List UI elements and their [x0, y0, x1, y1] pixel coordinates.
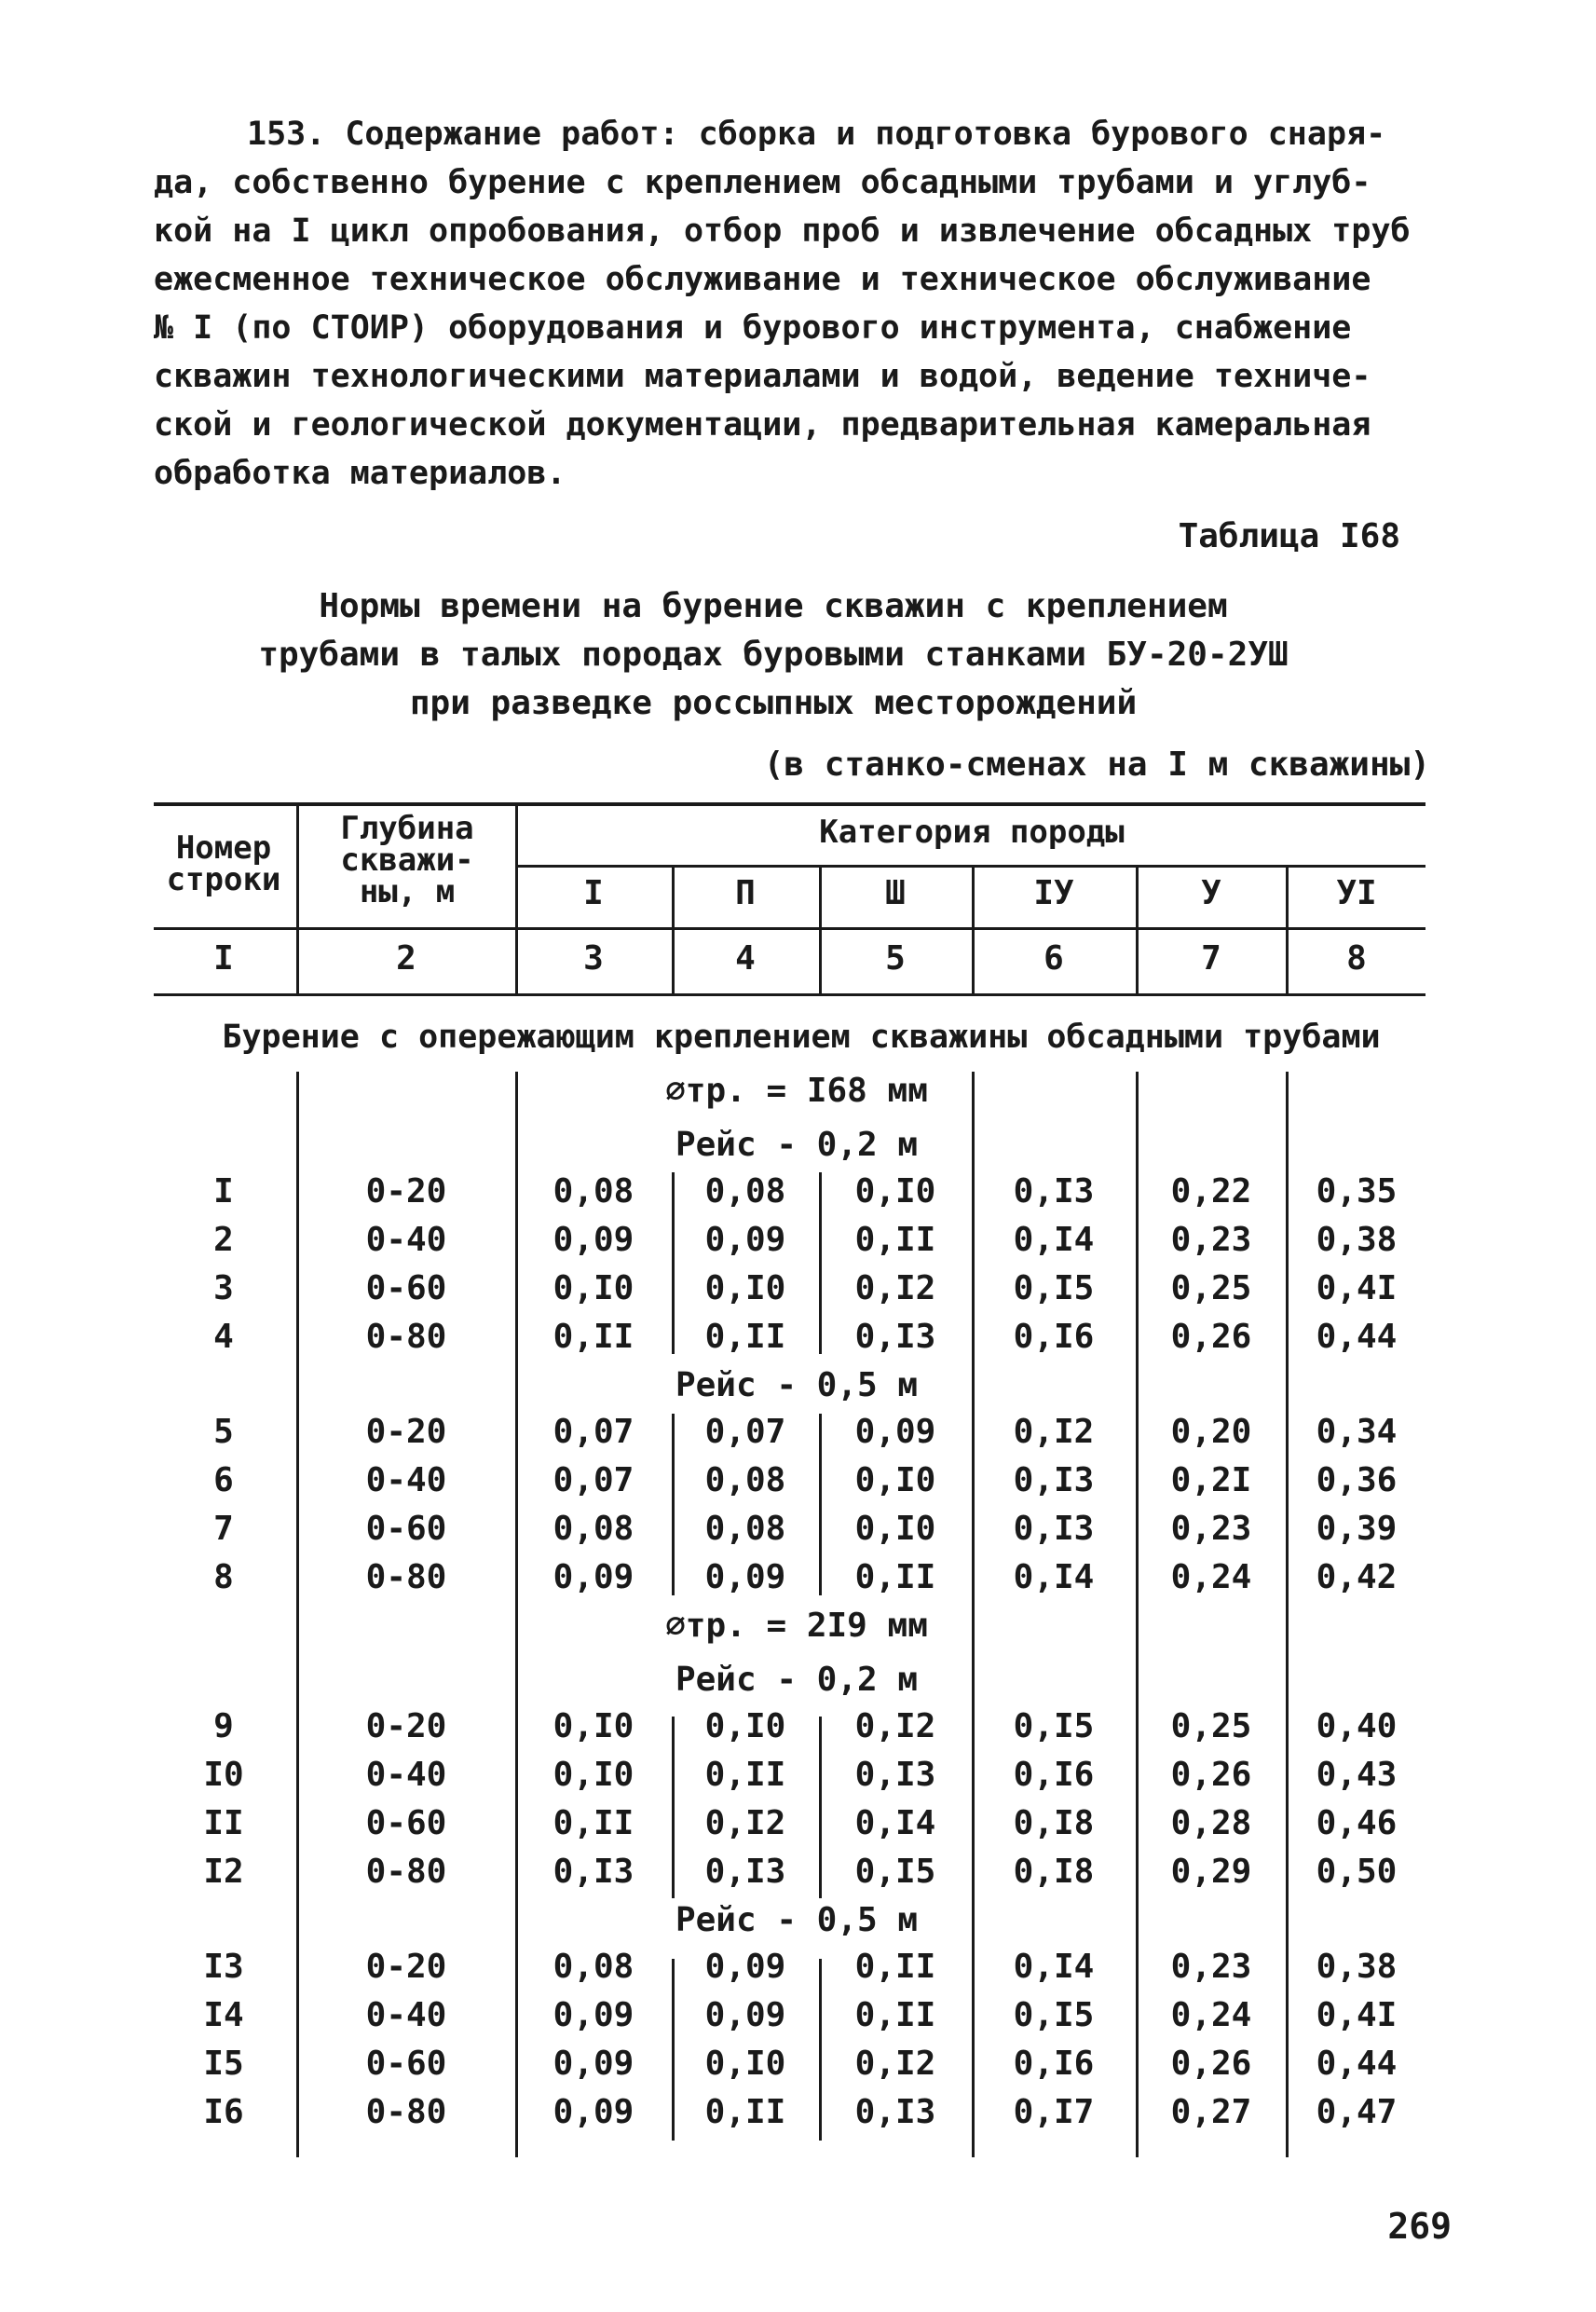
paragraph-line: 153. Содержание работ: сборка и подготовка бурового снаря-	[247, 116, 1386, 153]
value-cell: 0,09	[552, 2093, 634, 2131]
header-depth-line: Глубина	[340, 810, 474, 847]
value-cell: 0,I0	[552, 1707, 634, 1745]
title-line: Нормы времени на бурение скважин с креплением	[319, 587, 1228, 625]
table-number: Таблица I68	[1178, 517, 1400, 555]
paragraph-line: скважин технологическими материалами и водой, ведение техниче-	[154, 358, 1371, 395]
row-number: I6	[203, 2093, 244, 2131]
category-label: УI	[1336, 874, 1377, 912]
value-cell: 0,I3	[1013, 1510, 1095, 1548]
category-label: П	[735, 874, 756, 912]
value-cell: 0,I4	[1013, 1558, 1095, 1596]
reis-label: Рейс - 0,2 м	[675, 1126, 919, 1164]
value-cell: 0,I2	[854, 1269, 936, 1307]
value-cell: 0,47	[1316, 2093, 1398, 2131]
body-divider	[1286, 1072, 1289, 2157]
header-divider	[1286, 865, 1289, 995]
depth-cell: 0-20	[365, 1413, 447, 1451]
value-cell: 0,II	[854, 1948, 936, 1986]
row-number: I2	[203, 1853, 244, 1891]
depth-cell: 0-60	[365, 1804, 447, 1842]
value-cell: 0,I3	[854, 1318, 936, 1356]
header-divider	[1136, 865, 1139, 995]
header-divider	[819, 865, 822, 995]
value-cell: 0,I0	[552, 1756, 634, 1794]
row-number: 3	[213, 1269, 234, 1307]
value-cell: 0,27	[1170, 2093, 1252, 2131]
value-cell: 0,09	[552, 1221, 634, 1259]
value-cell: 0,I5	[1013, 1269, 1095, 1307]
value-cell: 0,I8	[1013, 1853, 1095, 1891]
value-cell: 0,29	[1170, 1853, 1252, 1891]
value-cell: 0,II	[854, 1996, 936, 2034]
depth-cell: 0-40	[365, 1996, 447, 2034]
value-cell: 0,09	[704, 1558, 786, 1596]
value-cell: 0,28	[1170, 1804, 1252, 1842]
value-cell: 0,09	[552, 2045, 634, 2083]
value-cell: 0,I3	[552, 1853, 634, 1891]
body-divider	[819, 1172, 822, 1354]
section-title: Бурение с опережающим креплением скважины обсадными трубами	[222, 1019, 1381, 1056]
row-number: 5	[213, 1413, 234, 1451]
value-cell: 0,I3	[704, 1853, 786, 1891]
depth-cell: 0-20	[365, 1707, 447, 1745]
value-cell: 0,25	[1170, 1707, 1252, 1745]
value-cell: 0,II	[704, 1318, 786, 1356]
depth-cell: 0-60	[365, 1510, 447, 1548]
value-cell: 0,II	[854, 1221, 936, 1259]
paragraph-line: № I (по СТОИР) оборудования и бурового инструмента, снабжение	[154, 309, 1352, 347]
depth-cell: 0-20	[365, 1172, 447, 1211]
row-number: I3	[203, 1948, 244, 1986]
header-divider	[296, 802, 299, 995]
body-divider	[819, 1959, 822, 2141]
paragraph-line: да, собственно бурение с креплением обсадными трубами и углуб-	[154, 164, 1371, 201]
row-number: I4	[203, 1996, 244, 2034]
title-line: трубами в талых породах буровыми станками БУ-20-2УШ	[258, 636, 1289, 674]
row-number: 4	[213, 1318, 234, 1356]
reis-label: Рейс - 0,5 м	[675, 1901, 919, 1939]
value-cell: 0,I2	[854, 2045, 936, 2083]
value-cell: 0,I0	[552, 1269, 634, 1307]
value-cell: 0,I0	[704, 2045, 786, 2083]
value-cell: 0,46	[1316, 1804, 1398, 1842]
value-cell: 0,I6	[1013, 1318, 1095, 1356]
value-cell: 0,09	[552, 1996, 634, 2034]
column-number: I	[213, 939, 234, 978]
value-cell: 0,I3	[1013, 1172, 1095, 1211]
value-cell: 0,07	[704, 1413, 786, 1451]
row-number: I5	[203, 2045, 244, 2083]
value-cell: 0,07	[552, 1461, 634, 1499]
depth-cell: 0-40	[365, 1756, 447, 1794]
paragraph-line: кой на I цикл опробования, отбор проб и извлечение обсадных труб	[154, 212, 1411, 250]
value-cell: 0,23	[1170, 1510, 1252, 1548]
value-cell: 0,23	[1170, 1221, 1252, 1259]
column-number: 3	[583, 939, 604, 978]
value-cell: 0,I2	[854, 1707, 936, 1745]
value-cell: 0,08	[552, 1948, 634, 1986]
row-number: II	[203, 1804, 244, 1842]
column-number: 8	[1346, 939, 1367, 978]
depth-cell: 0-80	[365, 1558, 447, 1596]
depth-cell: 0-80	[365, 1318, 447, 1356]
value-cell: 0,38	[1316, 1948, 1398, 1986]
value-cell: 0,35	[1316, 1172, 1398, 1211]
value-cell: 0,II	[552, 1318, 634, 1356]
value-cell: 0,I4	[1013, 1948, 1095, 1986]
value-cell: 0,I7	[1013, 2093, 1095, 2131]
value-cell: 0,26	[1170, 1318, 1252, 1356]
header-depth-line: скважи-	[340, 841, 474, 879]
value-cell: 0,24	[1170, 1558, 1252, 1596]
value-cell: 0,I3	[1013, 1461, 1095, 1499]
value-cell: 0,4I	[1316, 1269, 1398, 1307]
value-cell: 0,39	[1316, 1510, 1398, 1548]
header-top-rule	[154, 802, 1425, 806]
depth-cell: 0-60	[365, 1269, 447, 1307]
depth-cell: 0-80	[365, 1853, 447, 1891]
body-divider	[672, 1717, 675, 1898]
depth-cell: 0-60	[365, 2045, 447, 2083]
intro-paragraph	[154, 110, 1449, 498]
value-cell: 0,22	[1170, 1172, 1252, 1211]
value-cell: 0,II	[704, 2093, 786, 2131]
table-title	[168, 582, 1379, 728]
body-divider	[672, 1959, 675, 2141]
column-number: 6	[1044, 939, 1064, 978]
header-row-number-line: Номер	[175, 829, 272, 867]
row-number: 2	[213, 1221, 234, 1259]
value-cell: 0,I8	[1013, 1804, 1095, 1842]
value-cell: 0,34	[1316, 1413, 1398, 1451]
value-cell: 0,II	[552, 1804, 634, 1842]
value-cell: 0,I5	[1013, 1707, 1095, 1745]
row-number: 6	[213, 1461, 234, 1499]
paragraph-line: ской и геологической документации, предварительная камеральная	[154, 406, 1371, 444]
value-cell: 0,40	[1316, 1707, 1398, 1745]
value-cell: 0,I5	[1013, 1996, 1095, 2034]
value-cell: 0,I0	[704, 1269, 786, 1307]
header-depth-line: ны, м	[359, 873, 456, 910]
row-number: 7	[213, 1510, 234, 1548]
body-divider	[1136, 1072, 1139, 2157]
value-cell: 0,26	[1170, 1756, 1252, 1794]
value-cell: 0,I0	[854, 1172, 936, 1211]
header-divider	[972, 865, 975, 995]
value-cell: 0,44	[1316, 2045, 1398, 2083]
paragraph-line: ежесменное техническое обслуживание и техническое обслуживание	[154, 261, 1371, 298]
header-category: Категория породы	[819, 814, 1125, 851]
value-cell: 0,08	[704, 1172, 786, 1211]
value-cell: 0,26	[1170, 2045, 1252, 2083]
value-cell: 0,I0	[704, 1707, 786, 1745]
column-number-rule	[154, 993, 1425, 996]
value-cell: 0,08	[704, 1510, 786, 1548]
value-cell: 0,I4	[854, 1804, 936, 1842]
value-cell: 0,I4	[1013, 1221, 1095, 1259]
category-label: IУ	[1033, 874, 1074, 912]
value-cell: 0,08	[552, 1172, 634, 1211]
reis-label: Рейс - 0,5 м	[675, 1366, 919, 1404]
paragraph-line: обработка материалов.	[154, 455, 566, 492]
value-cell: 0,I0	[854, 1510, 936, 1548]
value-cell: 0,09	[552, 1558, 634, 1596]
title-line: при разведке россыпных месторождений	[409, 684, 1138, 722]
body-divider	[672, 1172, 675, 1354]
value-cell: 0,I2	[704, 1804, 786, 1842]
depth-cell: 0-40	[365, 1461, 447, 1499]
value-cell: 0,23	[1170, 1948, 1252, 1986]
value-cell: 0,I6	[1013, 2045, 1095, 2083]
column-number: 7	[1201, 939, 1221, 978]
value-cell: 0,38	[1316, 1221, 1398, 1259]
body-divider	[672, 1414, 675, 1595]
category-label: У	[1201, 874, 1221, 912]
header-depth	[300, 810, 514, 910]
value-cell: 0,09	[854, 1413, 936, 1451]
value-cell: 0,44	[1316, 1318, 1398, 1356]
category-rule	[515, 865, 1425, 868]
table-units: (в станко-сменах на I м скважины)	[763, 746, 1430, 784]
value-cell: 0,42	[1316, 1558, 1398, 1596]
body-divider	[819, 1414, 822, 1595]
value-cell: 0,I6	[1013, 1756, 1095, 1794]
row-number: 8	[213, 1558, 234, 1596]
value-cell: 0,25	[1170, 1269, 1252, 1307]
value-cell: 0,36	[1316, 1461, 1398, 1499]
value-cell: 0,09	[704, 1996, 786, 2034]
pipe-diameter: ∅тр. = 2I9 мм	[665, 1607, 928, 1645]
value-cell: 0,20	[1170, 1413, 1252, 1451]
body-divider	[972, 1072, 975, 2157]
category-label: I	[583, 874, 604, 912]
header-row-number	[154, 829, 293, 898]
value-cell: 0,I5	[854, 1853, 936, 1891]
value-cell: 0,43	[1316, 1756, 1398, 1794]
depth-cell: 0-20	[365, 1948, 447, 1986]
header-row-number-line: строки	[166, 861, 281, 898]
column-number: 5	[885, 939, 906, 978]
value-cell: 0,09	[704, 1221, 786, 1259]
value-cell: 0,II	[704, 1756, 786, 1794]
value-cell: 0,I3	[854, 1756, 936, 1794]
value-cell: 0,II	[854, 1558, 936, 1596]
value-cell: 0,08	[704, 1461, 786, 1499]
value-cell: 0,I2	[1013, 1413, 1095, 1451]
value-cell: 0,2I	[1170, 1461, 1252, 1499]
body-divider	[296, 1072, 299, 2157]
value-cell: 0,4I	[1316, 1996, 1398, 2034]
value-cell: 0,50	[1316, 1853, 1398, 1891]
page-number: 269	[1387, 2206, 1452, 2247]
row-number: I0	[203, 1756, 244, 1794]
pipe-diameter: ∅тр. = I68 мм	[665, 1072, 928, 1110]
value-cell: 0,I0	[854, 1461, 936, 1499]
column-number: 2	[396, 939, 416, 978]
body-divider	[515, 1072, 518, 2157]
header-divider	[672, 865, 675, 995]
value-cell: 0,09	[704, 1948, 786, 1986]
value-cell: 0,08	[552, 1510, 634, 1548]
value-cell: 0,24	[1170, 1996, 1252, 2034]
category-label: Ш	[885, 874, 906, 912]
body-divider	[819, 1717, 822, 1898]
header-bottom-rule	[154, 927, 1425, 930]
depth-cell: 0-40	[365, 1221, 447, 1259]
value-cell: 0,I3	[854, 2093, 936, 2131]
row-number: 9	[213, 1707, 234, 1745]
column-number: 4	[735, 939, 756, 978]
reis-label: Рейс - 0,2 м	[675, 1661, 919, 1699]
depth-cell: 0-80	[365, 2093, 447, 2131]
row-number: I	[213, 1172, 234, 1211]
value-cell: 0,07	[552, 1413, 634, 1451]
